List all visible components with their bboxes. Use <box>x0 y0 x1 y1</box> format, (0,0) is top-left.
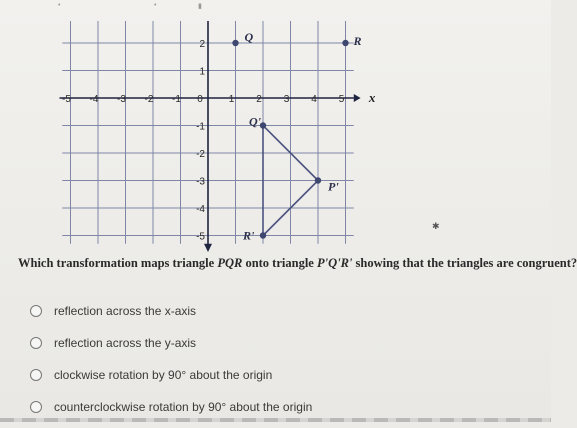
choice-label: reflection across the y-axis <box>54 336 197 350</box>
choice-label: clockwise rotation by 90° about the origin <box>54 368 273 382</box>
x-tick-label: -4 <box>89 94 99 105</box>
point-label: Q' <box>249 114 261 129</box>
y-tick-label: -4 <box>196 204 205 215</box>
x-tick-label: 0 <box>197 94 203 105</box>
top-edge-marks: • • ▮ <box>58 2 202 10</box>
x-tick-label: -5 <box>62 94 71 105</box>
y-tick-label: -5 <box>196 231 205 243</box>
graph-svg <box>60 20 376 243</box>
question-middle: onto triangle <box>242 256 317 270</box>
x-tick-label: 3 <box>283 94 290 105</box>
x-tick-label: 4 <box>311 94 317 105</box>
x-tick-label: -2 <box>144 94 154 105</box>
y-tick-label: 2 <box>199 39 205 50</box>
point-marker <box>342 40 348 46</box>
point-label: P' <box>328 179 339 194</box>
question-text <box>18 256 577 271</box>
question-triangle-2: P'Q'R' <box>316 256 353 270</box>
radio-button[interactable] <box>30 305 42 317</box>
cursor-marker: ✱ <box>432 221 440 231</box>
question-prefix: Which transformation maps triangle <box>18 256 218 270</box>
coordinate-graph <box>60 20 376 243</box>
question-suffix: showing that the triangles are congruent? <box>352 256 577 270</box>
point-marker <box>260 232 266 238</box>
point-label: R <box>353 34 362 48</box>
choice-reflect-x[interactable] <box>30 300 312 322</box>
x-axis-label: x <box>368 90 376 105</box>
choice-rotate-cw[interactable] <box>30 364 312 386</box>
choice-reflect-y[interactable] <box>30 332 312 354</box>
answer-choices <box>30 300 312 428</box>
radio-button[interactable] <box>30 369 42 381</box>
point-marker <box>315 177 321 183</box>
choice-rotate-ccw[interactable] <box>30 396 312 418</box>
x-tick-label: -3 <box>117 94 126 105</box>
bottom-toolbar-strip <box>0 418 551 422</box>
point-marker <box>232 40 238 46</box>
y-tick-label: -3 <box>196 176 205 188</box>
y-tick-label: -1 <box>196 121 205 133</box>
question-triangle-1: PQR <box>217 256 243 270</box>
x-tick-label: 2 <box>256 94 262 105</box>
x-tick-label: -1 <box>172 94 181 105</box>
x-tick-label: 5 <box>338 94 345 105</box>
choice-label: reflection across the x-axis <box>54 304 197 318</box>
point-label: Q <box>244 30 254 44</box>
y-tick-label: -2 <box>196 149 205 160</box>
radio-button[interactable] <box>30 401 42 413</box>
y-tick-label: 1 <box>199 66 205 78</box>
radio-button[interactable] <box>30 337 42 349</box>
choice-label: counterclockwise rotation by 90° about the origin <box>54 400 313 414</box>
y-axis-arrow <box>204 244 212 252</box>
point-label: R' <box>243 228 255 243</box>
x-axis-arrow <box>354 94 361 102</box>
x-tick-label: 1 <box>228 94 235 105</box>
